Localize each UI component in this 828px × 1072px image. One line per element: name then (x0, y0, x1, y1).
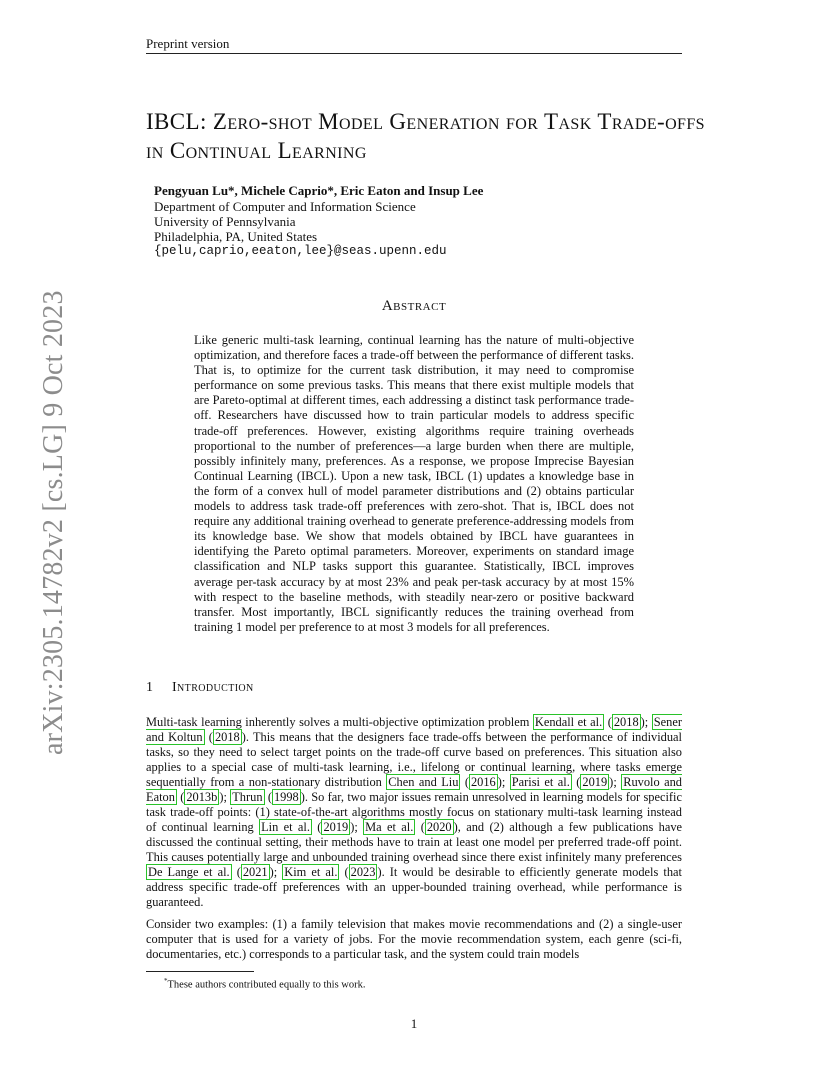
introduction-body (146, 715, 682, 962)
text-run: ; (501, 775, 510, 789)
citation-year-link[interactable]: 2018 (214, 730, 240, 744)
citation-link[interactable]: De Lange et al. (148, 865, 230, 879)
citation-year-link[interactable]: 2018 (613, 715, 639, 729)
text-run: . This means that the designers face trade-offs between the performance of individual tasks, so they need to select target points on the trade-off curve based on preferences. This situation also applies to a special case of multi-task learning, i.e., lifelong or continual learning, where tasks emerge sequentially from a non-stationary distribution (146, 730, 682, 789)
affiliation-university: University of Pennsylvania (154, 214, 296, 229)
intro-paragraph-1: Multi-task learning inherently solves a multi-objective optimization problem Kendall et al. ( 2018 ); Sener and Koltun ( 2018 ). This means that the designers face trade-offs between the performance of individual tasks, so they need to select target points on the trade-off curve based on preferences. This situation also applies to a special case of multi-task learning, i.e., lifelong or continual learning, where tasks emerge sequentially from a non-stationary distribution Chen and Liu ( 2016 ); Parisi et al. ( 2019 ); Ruvolo and Eaton ( 2013b ); Thrun ( 1998 ). So far, two major issues remain unresolved in learning models for specific task trade-off points: (1) state-of-the-art algorithms mostly focus on stationary multi-task learning instead of continual learning Lin et al. ( 2019 ); Ma et al. ( 2020 ), and (2) although a few publications have discussed the continual setting, their methods have to train at least one model per preferred trade-off point. This causes potentially large and unbounded training overhead since there exist infinitely many preferences De Lange et al. ( 2021 ); Kim et al. ( 2023 ). It would be desirable to efficiently generate models that address specific trade-off preferences with an upper-bounded training overhead, while performance is guaranteed. (146, 715, 683, 909)
footnote-rule (146, 971, 254, 972)
paper-title: IBCL: Zero-shot Model Generation for Task Trade-offs in Continual Learning (146, 109, 705, 163)
text-run: . So far, two major issues remain unresolved in learning models for specific task trade-off points: (1) state-of-the-art algorithms mostly focus on stationary multi-task learning instead of continual learning (146, 790, 682, 834)
citation-link[interactable]: Ruvolo and Eaton (146, 775, 682, 804)
citation-year-link[interactable]: 2019 (582, 775, 608, 789)
text-run: Multi-task learning inherently solves a multi-objective optimization problem (146, 715, 533, 729)
text-run: . It would be desirable to efficiently generate models that address specific trade-off preferences with an upper-bounded training overhead, while performance is guaranteed. (146, 865, 682, 909)
citation-year-link[interactable]: 2023 (350, 865, 376, 879)
citation-year-link[interactable]: 2020 (426, 820, 452, 834)
citation-year-link[interactable]: 2013b (186, 790, 218, 804)
citation-link[interactable]: Thrun (232, 790, 263, 804)
section-number: 1 (146, 680, 154, 695)
abstract-text: Like generic multi-task learning, continual learning has the nature of multi-objective optimization, and therefore faces a trade-off between the performance of different tasks. That is, to optimize for the current task distribution, it may need to compromise performance on some previous tasks. This means that there exist multiple models that are Pareto-optimal at different times, each addressing a distinct task performance trade-off. Researchers have discussed how to train particular models to address specific trade-off preferences. However, existing algorithms require training overheads proportional to the number of preferences—a large burden when there are multiple, possibly infinitely many, preferences. As a response, we propose Imprecise Bayesian Continual Learning (IBCL). Upon a new task, IBCL (1) updates a knowledge base in the form of a convex hull of model parameter distributions and (2) obtains particular models to address task trade-off preferences with zero-shot. That is, IBCL does not require any additional training overhead to generate preference-addressing models from its knowledge base. We show that models obtained by IBCL have guarantees in identifying the Pareto optimal parameters. Moreover, experiments on standard image classification and NLP tasks support this guarantee. Statistically, IBCL improves average per-task accuracy by at most 23% and peak per-task accuracy by at most 15% with respect to the baseline methods, with steadily near-zero or positive backward transfer. Most importantly, IBCL significantly reduces the training overhead from training 1 model per preference to at most 3 models for all preferences. (194, 333, 634, 634)
citation-year-link[interactable]: 2021 (242, 865, 268, 879)
page-number: 1 (410, 1016, 418, 1031)
running-header: Preprint version (146, 36, 230, 51)
abstract-heading: Abstract (381, 298, 447, 314)
arxiv-stamp: arXiv:2305.14782v2 [cs.LG] 9 Oct 2023 (38, 290, 69, 755)
affiliation-department: Department of Computer and Information Science (154, 199, 416, 214)
author-list: Pengyuan Lu*, Michele Caprio*, Eric Eaton and Insup Lee (154, 183, 484, 198)
citation-link[interactable]: Ma et al. (365, 820, 414, 834)
text-run: ; (354, 820, 364, 834)
footnote-text: These authors contributed equally to this work. (167, 979, 366, 991)
text-run: ; (273, 865, 283, 879)
citation-link[interactable]: Kim et al. (284, 865, 338, 879)
text-run: , and (2) although a few publications have discussed the continual setting, their methods have to train at least one model per preferred trade-off point. This causes potentially large and unbounded training overhead since there exist infinitely many preferences (146, 820, 683, 864)
citation-link[interactable]: Parisi et al. (511, 775, 570, 789)
footnote-mark: * (164, 977, 168, 985)
footnote (164, 977, 366, 991)
citation-link[interactable]: Kendall et al. (534, 715, 603, 729)
citation-year-link[interactable]: 2016 (470, 775, 496, 789)
intro-paragraph-2: Consider two examples: (1) a family television that makes movie recommendations and (2) a single-user computer that is used for a variety of jobs. For the movie recommendation system, each genre (sci-fi, documentaries, etc.) corresponds to a particular task, and the system could train models (146, 917, 682, 961)
citation-link[interactable]: Sener and Koltun (146, 715, 682, 744)
text-run: ; (644, 715, 652, 729)
citation-link[interactable]: Lin et al. (261, 820, 310, 834)
section-heading-introduction (146, 680, 254, 696)
citation-year-link[interactable]: 1998 (273, 790, 299, 804)
citation-link[interactable]: Chen and Liu (388, 775, 459, 789)
section-title: Introduction (172, 680, 254, 695)
text-run: ; (223, 790, 231, 804)
citation-year-link[interactable]: 2019 (323, 820, 349, 834)
affiliation-location: Philadelphia, PA, United States (154, 229, 318, 244)
author-emails: {pelu,caprio,eeaton,lee}@seas.upenn.edu (154, 244, 447, 258)
header-rule (146, 53, 682, 54)
text-run: ; (613, 775, 622, 789)
